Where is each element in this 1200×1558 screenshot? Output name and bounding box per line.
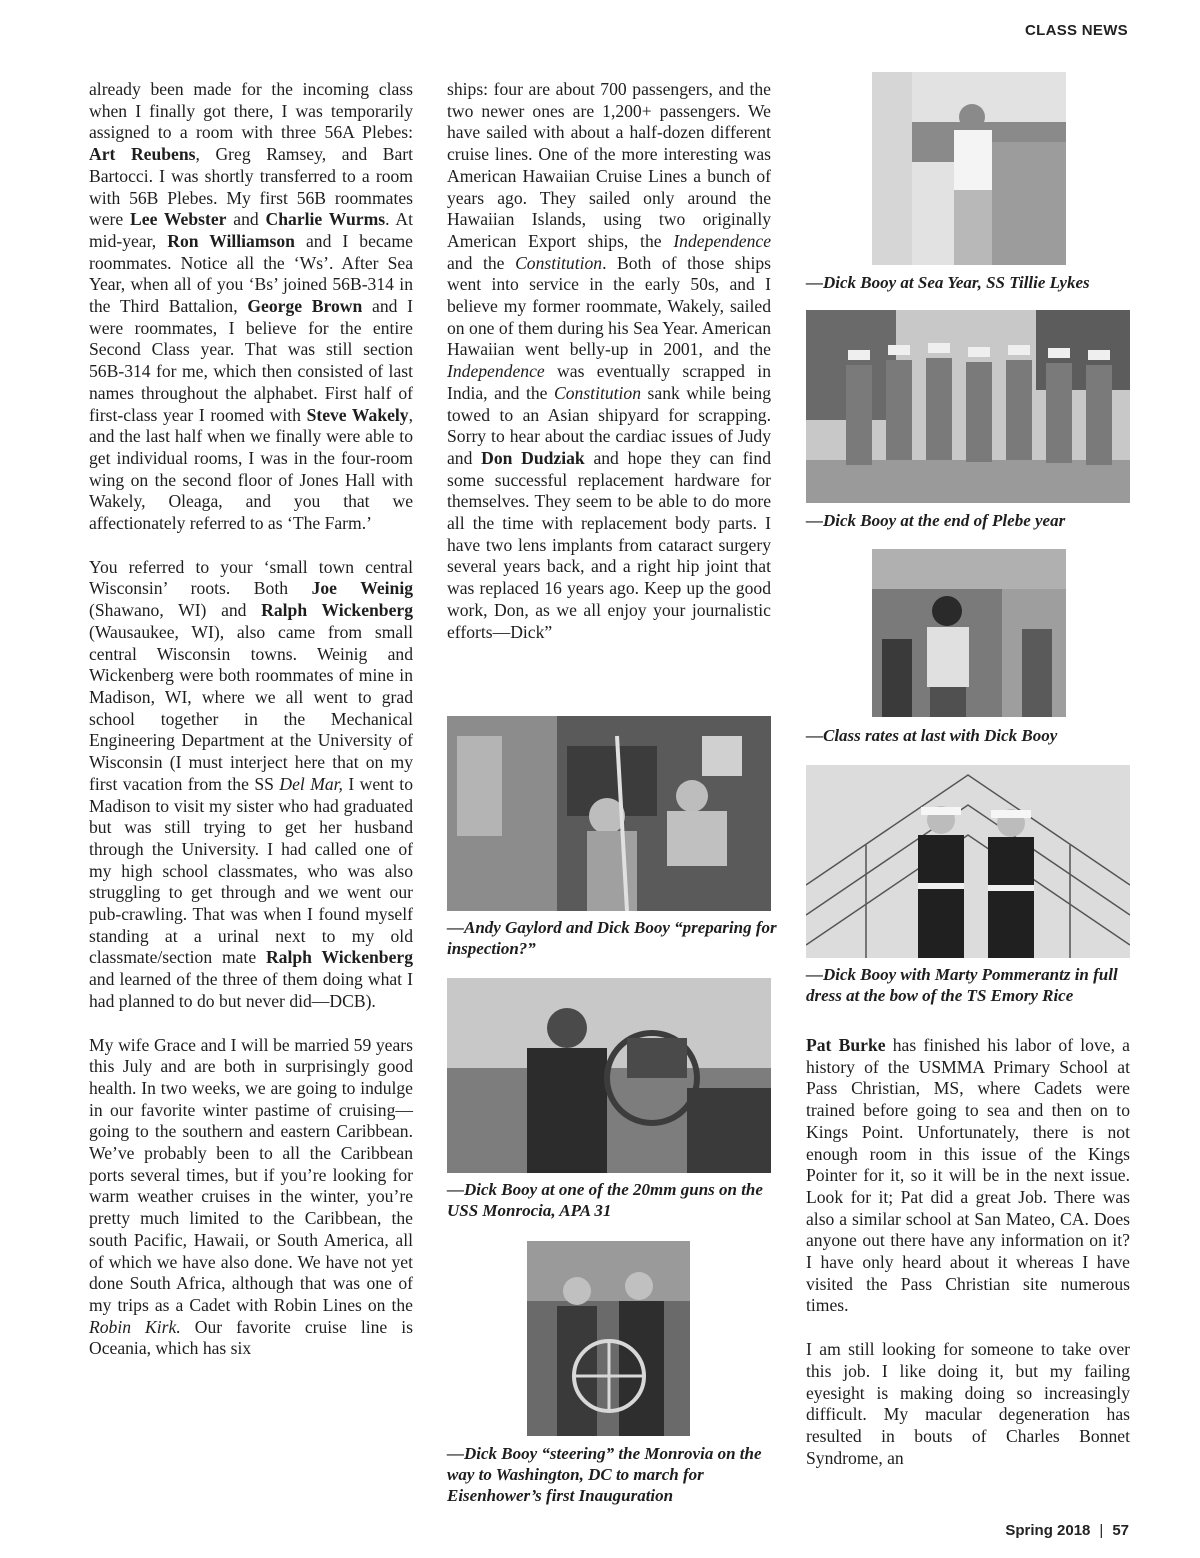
text-run: and learned of the three of them doing what I had planned to do but never did—DCB). bbox=[89, 969, 413, 1011]
text-run: I went to Madison to visit my sister who had graduated but was still trying to get her husband through the University. I had called one of my high school classmates, who was also struggling to get through and we went our pub-crawling. That was when I found myself standing at a urinal next to my old classmate/section mate bbox=[89, 773, 413, 968]
photo-inspection bbox=[447, 716, 771, 911]
page-footer bbox=[1005, 1522, 1129, 1539]
text-run: Our favorite cruise line is Oceania, which has six bbox=[89, 1316, 413, 1359]
text-run: You referred to your ‘small town central Wisconsin’ roots. Both bbox=[89, 556, 413, 599]
col1-paragraph-3 bbox=[89, 1035, 413, 1361]
photo-full-dress bbox=[806, 765, 1130, 958]
text-run: and I became roommates. Notice all the ‘Ws’. After Sea Year, when all of you ‘Bs’ joined 56B-314 in the Third Battalion, bbox=[89, 230, 413, 317]
bold-name: Ralph Wickenberg bbox=[261, 600, 413, 621]
photo-guns bbox=[447, 978, 771, 1173]
col3-paragraph-1 bbox=[806, 1035, 1130, 1317]
text-run: ships: four are about 700 passengers, and the two newer ones are 1,200+ passengers. We have sailed with about a half-dozen different cruise lines. One of the more interesting was American Hawaiian Cruise Lines a bunch of years ago. They sailed only around the Hawaiian Islands, using two originally American Export ships, the bbox=[447, 79, 771, 251]
bold-name: George Brown bbox=[247, 296, 363, 317]
footer-separator: | bbox=[1099, 1522, 1104, 1539]
text-run: (Shawano, WI) and bbox=[89, 600, 262, 621]
bold-name: Lee Webster bbox=[130, 209, 227, 230]
column-3-text bbox=[806, 1035, 1130, 1491]
caption-class-rates: —Class rates at last with Dick Booy bbox=[806, 726, 1058, 745]
bold-name: Ron Williamson bbox=[167, 230, 295, 251]
text-run: and the bbox=[447, 252, 516, 273]
column-1 bbox=[89, 79, 413, 1382]
text-run: and hope they can find some successful replacement hardware for themselves. They seem to be able to do more all the time with replacement body parts. I have two lens implants from cataract surgery several years back, and a right hip joint that was replaced 16 years ago. Keep up the good work, Don, as we all enjoy your journalistic efforts—Dick” bbox=[447, 447, 771, 642]
italic-title: Constitution bbox=[515, 252, 603, 273]
text-run: has finished his labor of love, a history of the USMMA Primary School at Pass Christian, MS, where Cadets were trained before going to sea and then on to Kings Point. Unfortunately, there is not enough room in this issue of the Kings Pointer for it, so it will be in the next issue. Look for it; Pat did a great Job. There was also a similar school at San Mateo, CA. Does anyone out there have any information on it? I have only heard about it whereas I have visited the Pass Christian site numerous times. bbox=[806, 1035, 1130, 1316]
bold-name: Joe Weinig bbox=[311, 578, 413, 599]
bold-name: Charlie Wurms bbox=[265, 209, 386, 230]
caption-guns: —Dick Booy at one of the 20mm guns on the USS Monrocia, APA 31 bbox=[447, 1180, 763, 1220]
caption-plebe-year: —Dick Booy at the end of Plebe year bbox=[806, 511, 1066, 530]
text-run: My wife Grace and I will be married 59 years this July and are both in surprisingly good health. In two weeks, we are going to indulge in our favorite winter pastime of cruising—going to the southern and eastern Caribbean. We’ve probably been to all the Caribbean ports several times, but if you’re looking for warm weather cruises in the winter, you’re pretty much limited to the Caribbean, the south Pacific, Hawaii, or South America, all of which we have also done. We have not yet done South Africa, although that was one of my trips as a Cadet with Robin Lines on the bbox=[89, 1034, 413, 1315]
bold-name: Pat Burke bbox=[806, 1035, 886, 1055]
italic-title: Robin Kirk. bbox=[89, 1316, 181, 1337]
caption-inspection: —Andy Gaylord and Dick Booy “preparing for inspection?” bbox=[447, 918, 777, 958]
bold-name: Don Dudziak bbox=[481, 447, 585, 468]
photo-plebe-year bbox=[806, 310, 1130, 503]
text-run: and I were roommates, I believe for the entire Second Class year. That was still section 56B-314 for me, which then consisted of last names throughout the alphabet. First half of first-class year I roomed with bbox=[89, 296, 414, 425]
italic-title: Independence bbox=[673, 230, 771, 251]
issue-label: Spring 2018 bbox=[1005, 1522, 1091, 1539]
page-number: 57 bbox=[1112, 1522, 1129, 1539]
col1-paragraph-2 bbox=[89, 557, 413, 1013]
text-run: , Greg Ramsey, and Bart Bartocci. I was shortly transferred to a room with 56B Plebes. My first 56B roommates were bbox=[89, 144, 414, 230]
bold-name: Ralph Wickenberg bbox=[265, 947, 413, 968]
text-run: and bbox=[226, 209, 266, 230]
text-run: , and the last half when we finally were able to get individual rooms, I was in the four-room wing on the second floor of Jones Hall with Wakely, Oleaga, and you that we affectionately referred to as ‘The Farm.’ bbox=[89, 404, 414, 534]
text-run: . Both of those ships went into service in the early 50s, and I believe my former roommate, Wakely, sailed on one of them during his Sea Year. American Hawaiian went belly-up in 2001, and the bbox=[447, 252, 771, 360]
column-2 bbox=[447, 79, 771, 665]
photo-steering bbox=[527, 1241, 690, 1436]
bold-name: Steve Wakely bbox=[306, 404, 409, 425]
photo-class-rates bbox=[872, 549, 1066, 717]
text-run: already been made for the incoming class when I finally got there, I was temporarily assigned to a room with three 56A Plebes: bbox=[89, 79, 413, 143]
caption-sea-year: —Dick Booy at Sea Year, SS Tillie Lykes bbox=[806, 273, 1090, 292]
italic-title: Independence bbox=[447, 361, 545, 382]
col1-paragraph-1 bbox=[89, 79, 413, 535]
text-run: sank while being towed to an Asian shipyard for scrapping. Sorry to hear about the cardiac issues of Judy and bbox=[447, 382, 771, 468]
caption-full-dress: —Dick Booy with Marty Pommerantz in full dress at the bow of the TS Emory Rice bbox=[806, 965, 1118, 1005]
bold-name: Art Reubens bbox=[89, 144, 196, 165]
italic-title: Del Mar, bbox=[279, 773, 343, 794]
section-label: CLASS NEWS bbox=[1024, 22, 1128, 39]
italic-title: Constitution bbox=[554, 382, 642, 403]
text-run: was eventually scrapped in India, and the bbox=[447, 361, 771, 403]
photo-sea-year bbox=[872, 72, 1066, 265]
text-run: (Wausaukee, WI), also came from small central Wisconsin towns. Weinig and Wickenberg were both roommates of mine in Madison, WI, where we all went to grad school together in the Mechanical Engineering Department at the University of Wisconsin (I must interject here that on my first vacation from the SS bbox=[89, 621, 413, 794]
caption-steering: —Dick Booy “steering” the Monrovia on the way to Washington, DC to march for Eisenhower’s first Inauguration bbox=[447, 1444, 762, 1505]
text-run: . At mid-year, bbox=[89, 209, 413, 251]
text-run: I am still looking for someone to take over this job. I like doing it, but my failing eyesight is making doing so increasingly difficult. My macular degeneration has resulted in bouts of Charles Bonnet Syndrome, an bbox=[806, 1339, 1130, 1468]
col3-paragraph-2 bbox=[806, 1339, 1130, 1469]
col2-paragraph-1 bbox=[447, 79, 771, 643]
